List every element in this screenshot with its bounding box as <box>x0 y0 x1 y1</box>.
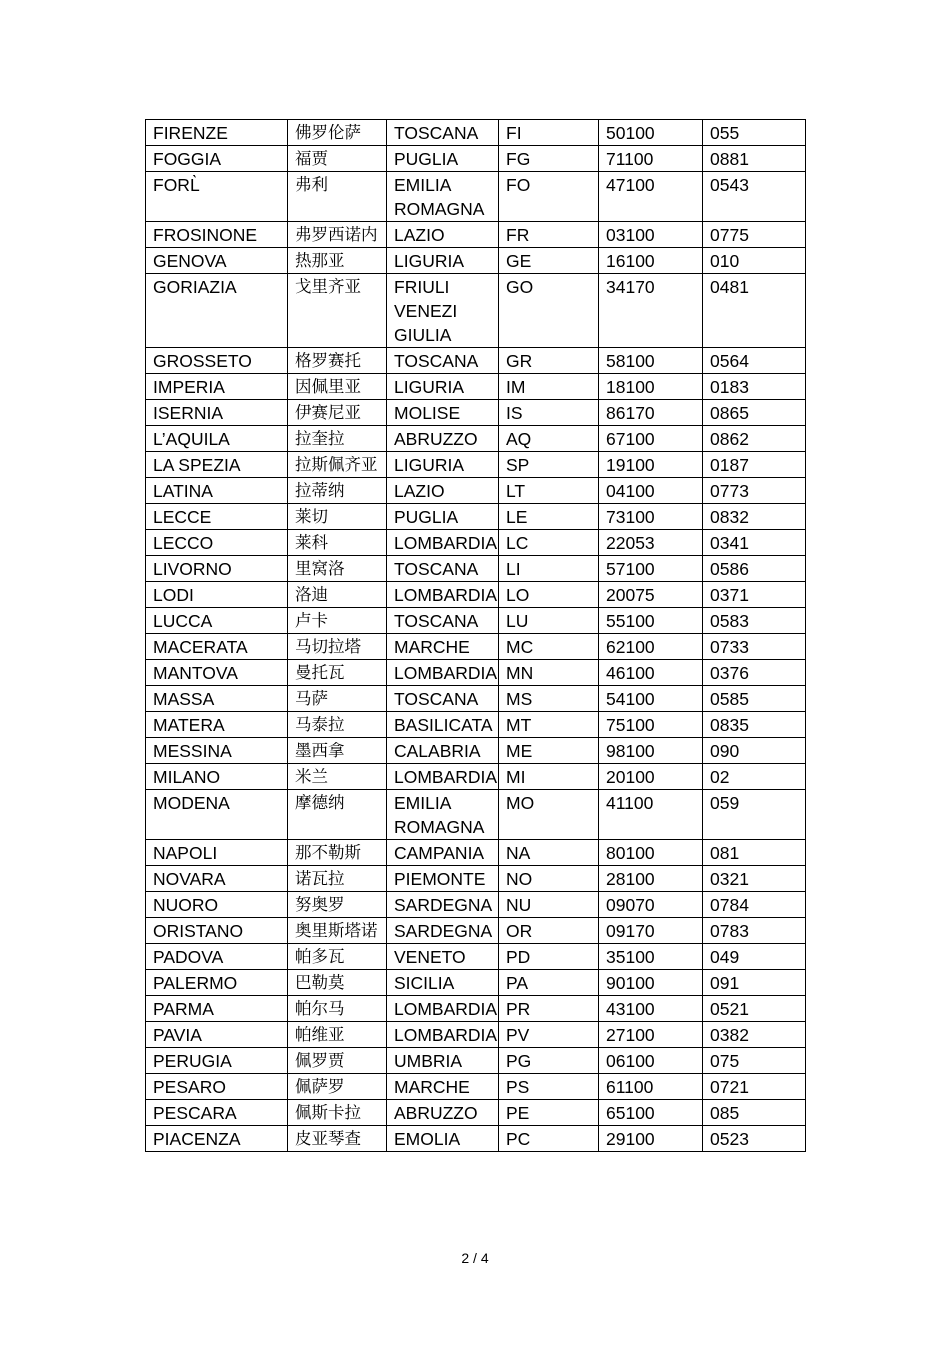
city-name-cell: MACERATA <box>146 634 288 660</box>
province-code-cell: PC <box>499 1126 599 1152</box>
table-row <box>146 556 806 582</box>
chinese-name-cell: 奥里斯塔诺 <box>288 918 387 944</box>
region-cell: SICILIA <box>387 970 499 996</box>
region-cell: BASILICATA <box>387 712 499 738</box>
province-code-cell: LT <box>499 478 599 504</box>
table-row <box>146 1100 806 1126</box>
chinese-name-cell: 佩罗贾 <box>288 1048 387 1074</box>
postal-code-cell: 43100 <box>599 996 703 1022</box>
city-name-cell: ORISTANO <box>146 918 288 944</box>
city-name-cell: LUCCA <box>146 608 288 634</box>
area-code-cell: 0721 <box>703 1074 806 1100</box>
province-table-body <box>146 120 806 1152</box>
chinese-name-cell: 马萨 <box>288 686 387 712</box>
table-row <box>146 1126 806 1152</box>
city-name-cell: MODENA <box>146 790 288 840</box>
table-row <box>146 866 806 892</box>
city-name-cell: PADOVA <box>146 944 288 970</box>
area-code-cell: 0382 <box>703 1022 806 1048</box>
table-row <box>146 248 806 274</box>
province-code-cell: PV <box>499 1022 599 1048</box>
city-name-cell: FIRENZE <box>146 120 288 146</box>
city-name-cell: NOVARA <box>146 866 288 892</box>
province-code-cell: MO <box>499 790 599 840</box>
province-code-cell: GR <box>499 348 599 374</box>
table-row <box>146 790 806 840</box>
postal-code-cell: 90100 <box>599 970 703 996</box>
table-row <box>146 1048 806 1074</box>
area-code-cell: 090 <box>703 738 806 764</box>
area-code-cell: 091 <box>703 970 806 996</box>
area-code-cell: 0733 <box>703 634 806 660</box>
province-code-cell: FO <box>499 172 599 222</box>
area-code-cell: 0183 <box>703 374 806 400</box>
city-name-cell: FROSINONE <box>146 222 288 248</box>
city-name-cell: PIACENZA <box>146 1126 288 1152</box>
postal-code-cell: 20100 <box>599 764 703 790</box>
table-row <box>146 738 806 764</box>
area-code-cell: 0341 <box>703 530 806 556</box>
region-cell: MARCHE <box>387 1074 499 1100</box>
chinese-name-cell: 米兰 <box>288 764 387 790</box>
region-cell: TOSCANA <box>387 556 499 582</box>
table-row <box>146 222 806 248</box>
chinese-name-cell: 卢卡 <box>288 608 387 634</box>
chinese-name-cell: 戈里齐亚 <box>288 274 387 348</box>
postal-code-cell: 57100 <box>599 556 703 582</box>
postal-code-cell: 18100 <box>599 374 703 400</box>
area-code-cell: 0523 <box>703 1126 806 1152</box>
table-row <box>146 274 806 348</box>
chinese-name-cell: 摩德纳 <box>288 790 387 840</box>
chinese-name-cell: 马切拉塔 <box>288 634 387 660</box>
region-cell: UMBRIA <box>387 1048 499 1074</box>
province-code-cell: LI <box>499 556 599 582</box>
chinese-name-cell: 佩斯卡拉 <box>288 1100 387 1126</box>
chinese-name-cell: 伊赛尼亚 <box>288 400 387 426</box>
postal-code-cell: 86170 <box>599 400 703 426</box>
region-cell: MOLISE <box>387 400 499 426</box>
city-name-cell: FOGGIA <box>146 146 288 172</box>
province-code-cell: FG <box>499 146 599 172</box>
city-name-cell: NUORO <box>146 892 288 918</box>
area-code-cell: 0865 <box>703 400 806 426</box>
postal-code-cell: 62100 <box>599 634 703 660</box>
region-cell: EMILIA ROMAGNA <box>387 790 499 840</box>
city-name-cell: ISERNIA <box>146 400 288 426</box>
province-code-cell: MN <box>499 660 599 686</box>
table-row <box>146 452 806 478</box>
table-row <box>146 918 806 944</box>
province-code-cell: LE <box>499 504 599 530</box>
province-code-cell: MC <box>499 634 599 660</box>
city-name-cell: L’AQUILA <box>146 426 288 452</box>
area-code-cell: 0321 <box>703 866 806 892</box>
area-code-cell: 0835 <box>703 712 806 738</box>
area-code-cell: 0481 <box>703 274 806 348</box>
chinese-name-cell: 莱科 <box>288 530 387 556</box>
province-code-cell: PA <box>499 970 599 996</box>
area-code-cell: 055 <box>703 120 806 146</box>
postal-code-cell: 35100 <box>599 944 703 970</box>
table-row <box>146 348 806 374</box>
region-cell: TOSCANA <box>387 686 499 712</box>
table-row <box>146 146 806 172</box>
chinese-name-cell: 墨西拿 <box>288 738 387 764</box>
city-name-cell: GENOVA <box>146 248 288 274</box>
table-row <box>146 478 806 504</box>
region-cell: LIGURIA <box>387 374 499 400</box>
region-cell: PUGLIA <box>387 504 499 530</box>
region-cell: LOMBARDIA <box>387 996 499 1022</box>
chinese-name-cell: 拉奎拉 <box>288 426 387 452</box>
chinese-name-cell: 曼托瓦 <box>288 660 387 686</box>
chinese-name-cell: 弗罗西诺内 <box>288 222 387 248</box>
region-cell: LAZIO <box>387 478 499 504</box>
postal-code-cell: 20075 <box>599 582 703 608</box>
city-name-cell: MILANO <box>146 764 288 790</box>
postal-code-cell: 34170 <box>599 274 703 348</box>
province-code-cell: IS <box>499 400 599 426</box>
city-name-cell: LECCO <box>146 530 288 556</box>
city-name-cell: LATINA <box>146 478 288 504</box>
area-code-cell: 0881 <box>703 146 806 172</box>
region-cell: PUGLIA <box>387 146 499 172</box>
city-name-cell: GROSSETO <box>146 348 288 374</box>
table-row <box>146 504 806 530</box>
chinese-name-cell: 诺瓦拉 <box>288 866 387 892</box>
area-code-cell: 059 <box>703 790 806 840</box>
postal-code-cell: 09070 <box>599 892 703 918</box>
area-code-cell: 0376 <box>703 660 806 686</box>
postal-code-cell: 55100 <box>599 608 703 634</box>
table-row <box>146 1022 806 1048</box>
city-name-cell: LIVORNO <box>146 556 288 582</box>
postal-code-cell: 98100 <box>599 738 703 764</box>
postal-code-cell: 06100 <box>599 1048 703 1074</box>
province-code-cell: SP <box>499 452 599 478</box>
table-row <box>146 660 806 686</box>
region-cell: VENETO <box>387 944 499 970</box>
postal-code-cell: 28100 <box>599 866 703 892</box>
table-row <box>146 840 806 866</box>
chinese-name-cell: 皮亚琴查 <box>288 1126 387 1152</box>
chinese-name-cell: 努奥罗 <box>288 892 387 918</box>
area-code-cell: 02 <box>703 764 806 790</box>
area-code-cell: 0371 <box>703 582 806 608</box>
area-code-cell: 0543 <box>703 172 806 222</box>
province-code-cell: NA <box>499 840 599 866</box>
area-code-cell: 010 <box>703 248 806 274</box>
region-cell: LOMBARDIA <box>387 764 499 790</box>
area-code-cell: 0773 <box>703 478 806 504</box>
table-row <box>146 374 806 400</box>
region-cell: SARDEGNA <box>387 892 499 918</box>
table-row <box>146 582 806 608</box>
province-code-cell: GO <box>499 274 599 348</box>
postal-code-cell: 67100 <box>599 426 703 452</box>
region-cell: LAZIO <box>387 222 499 248</box>
table-row <box>146 1074 806 1100</box>
city-name-cell: GORIAZIA <box>146 274 288 348</box>
region-cell: CALABRIA <box>387 738 499 764</box>
province-code-cell: LO <box>499 582 599 608</box>
chinese-name-cell: 巴勒莫 <box>288 970 387 996</box>
city-name-cell: MATERA <box>146 712 288 738</box>
city-name-cell: MESSINA <box>146 738 288 764</box>
chinese-name-cell: 莱切 <box>288 504 387 530</box>
province-code-cell: PD <box>499 944 599 970</box>
city-name-cell: PAVIA <box>146 1022 288 1048</box>
chinese-name-cell: 帕多瓦 <box>288 944 387 970</box>
city-name-cell: IMPERIA <box>146 374 288 400</box>
postal-code-cell: 58100 <box>599 348 703 374</box>
chinese-name-cell: 帕维亚 <box>288 1022 387 1048</box>
table-row <box>146 996 806 1022</box>
chinese-name-cell: 福贾 <box>288 146 387 172</box>
city-name-cell: LA SPEZIA <box>146 452 288 478</box>
province-code-cell: NU <box>499 892 599 918</box>
region-cell: PIEMONTE <box>387 866 499 892</box>
chinese-name-cell: 因佩里亚 <box>288 374 387 400</box>
chinese-name-cell: 热那亚 <box>288 248 387 274</box>
city-name-cell: PALERMO <box>146 970 288 996</box>
area-code-cell: 049 <box>703 944 806 970</box>
postal-code-cell: 61100 <box>599 1074 703 1100</box>
table-row <box>146 634 806 660</box>
region-cell: LIGURIA <box>387 452 499 478</box>
province-code-cell: PG <box>499 1048 599 1074</box>
region-cell: SARDEGNA <box>387 918 499 944</box>
region-cell: TOSCANA <box>387 348 499 374</box>
province-code-cell: MS <box>499 686 599 712</box>
region-cell: LOMBARDIA <box>387 1022 499 1048</box>
postal-code-cell: 27100 <box>599 1022 703 1048</box>
chinese-name-cell: 格罗赛托 <box>288 348 387 374</box>
chinese-name-cell: 帕尔马 <box>288 996 387 1022</box>
province-code-cell: PE <box>499 1100 599 1126</box>
postal-code-cell: 04100 <box>599 478 703 504</box>
table-row <box>146 944 806 970</box>
region-cell: ABRUZZO <box>387 426 499 452</box>
city-name-cell: PARMA <box>146 996 288 1022</box>
chinese-name-cell: 那不勒斯 <box>288 840 387 866</box>
province-code-cell: ME <box>499 738 599 764</box>
area-code-cell: 081 <box>703 840 806 866</box>
postal-code-cell: 80100 <box>599 840 703 866</box>
area-code-cell: 0583 <box>703 608 806 634</box>
region-cell: ABRUZZO <box>387 1100 499 1126</box>
area-code-cell: 0564 <box>703 348 806 374</box>
region-cell: EMILIA ROMAGNA <box>387 172 499 222</box>
table-row <box>146 530 806 556</box>
postal-code-cell: 19100 <box>599 452 703 478</box>
province-code-cell: AQ <box>499 426 599 452</box>
province-code-cell: FR <box>499 222 599 248</box>
area-code-cell: 0832 <box>703 504 806 530</box>
province-code-cell: MI <box>499 764 599 790</box>
table-row <box>146 426 806 452</box>
postal-code-cell: 47100 <box>599 172 703 222</box>
area-code-cell: 075 <box>703 1048 806 1074</box>
postal-code-cell: 16100 <box>599 248 703 274</box>
chinese-name-cell: 拉斯佩齐亚 <box>288 452 387 478</box>
region-cell: LOMBARDIA <box>387 582 499 608</box>
chinese-name-cell: 弗利 <box>288 172 387 222</box>
region-cell: TOSCANA <box>387 608 499 634</box>
postal-code-cell: 75100 <box>599 712 703 738</box>
city-name-cell: PESARO <box>146 1074 288 1100</box>
postal-code-cell: 50100 <box>599 120 703 146</box>
postal-code-cell: 54100 <box>599 686 703 712</box>
city-name-cell: MANTOVA <box>146 660 288 686</box>
postal-code-cell: 41100 <box>599 790 703 840</box>
area-code-cell: 0775 <box>703 222 806 248</box>
table-row <box>146 400 806 426</box>
area-code-cell: 0784 <box>703 892 806 918</box>
area-code-cell: 0586 <box>703 556 806 582</box>
province-code-cell: FI <box>499 120 599 146</box>
postal-code-cell: 71100 <box>599 146 703 172</box>
city-name-cell: PERUGIA <box>146 1048 288 1074</box>
area-code-cell: 0187 <box>703 452 806 478</box>
region-cell: FRIULI VENEZI GIULIA <box>387 274 499 348</box>
page-number: 2 / 4 <box>461 1250 489 1266</box>
table-row <box>146 686 806 712</box>
chinese-name-cell: 里窝洛 <box>288 556 387 582</box>
area-code-cell: 0521 <box>703 996 806 1022</box>
city-name-cell: LECCE <box>146 504 288 530</box>
table-row <box>146 120 806 146</box>
area-code-cell: 0783 <box>703 918 806 944</box>
postal-code-cell: 03100 <box>599 222 703 248</box>
table-row <box>146 764 806 790</box>
region-cell: LOMBARDIA <box>387 530 499 556</box>
province-code-cell: PS <box>499 1074 599 1100</box>
area-code-cell: 0585 <box>703 686 806 712</box>
chinese-name-cell: 佛罗伦萨 <box>288 120 387 146</box>
province-table <box>145 119 806 1152</box>
city-name-cell: NAPOLI <box>146 840 288 866</box>
region-cell: LIGURIA <box>387 248 499 274</box>
postal-code-cell: 73100 <box>599 504 703 530</box>
province-code-cell: PR <box>499 996 599 1022</box>
area-code-cell: 0862 <box>703 426 806 452</box>
city-name-cell: MASSA <box>146 686 288 712</box>
table-row <box>146 892 806 918</box>
city-name-cell: LODI <box>146 582 288 608</box>
chinese-name-cell: 洛迪 <box>288 582 387 608</box>
city-name-cell: FORL̀ <box>146 172 288 222</box>
region-cell: LOMBARDIA <box>387 660 499 686</box>
area-code-cell: 085 <box>703 1100 806 1126</box>
chinese-name-cell: 拉蒂纳 <box>288 478 387 504</box>
table-row <box>146 608 806 634</box>
region-cell: MARCHE <box>387 634 499 660</box>
region-cell: CAMPANIA <box>387 840 499 866</box>
table-row <box>146 970 806 996</box>
province-code-cell: GE <box>499 248 599 274</box>
postal-code-cell: 09170 <box>599 918 703 944</box>
province-code-cell: MT <box>499 712 599 738</box>
province-code-cell: NO <box>499 866 599 892</box>
chinese-name-cell: 马泰拉 <box>288 712 387 738</box>
region-cell: EMOLIA <box>387 1126 499 1152</box>
province-code-cell: OR <box>499 918 599 944</box>
region-cell: TOSCANA <box>387 120 499 146</box>
postal-code-cell: 65100 <box>599 1100 703 1126</box>
chinese-name-cell: 佩萨罗 <box>288 1074 387 1100</box>
table-row <box>146 712 806 738</box>
province-code-cell: LC <box>499 530 599 556</box>
postal-code-cell: 29100 <box>599 1126 703 1152</box>
province-code-cell: IM <box>499 374 599 400</box>
postal-code-cell: 22053 <box>599 530 703 556</box>
province-code-cell: LU <box>499 608 599 634</box>
table-row <box>146 172 806 222</box>
city-name-cell: PESCARA <box>146 1100 288 1126</box>
postal-code-cell: 46100 <box>599 660 703 686</box>
